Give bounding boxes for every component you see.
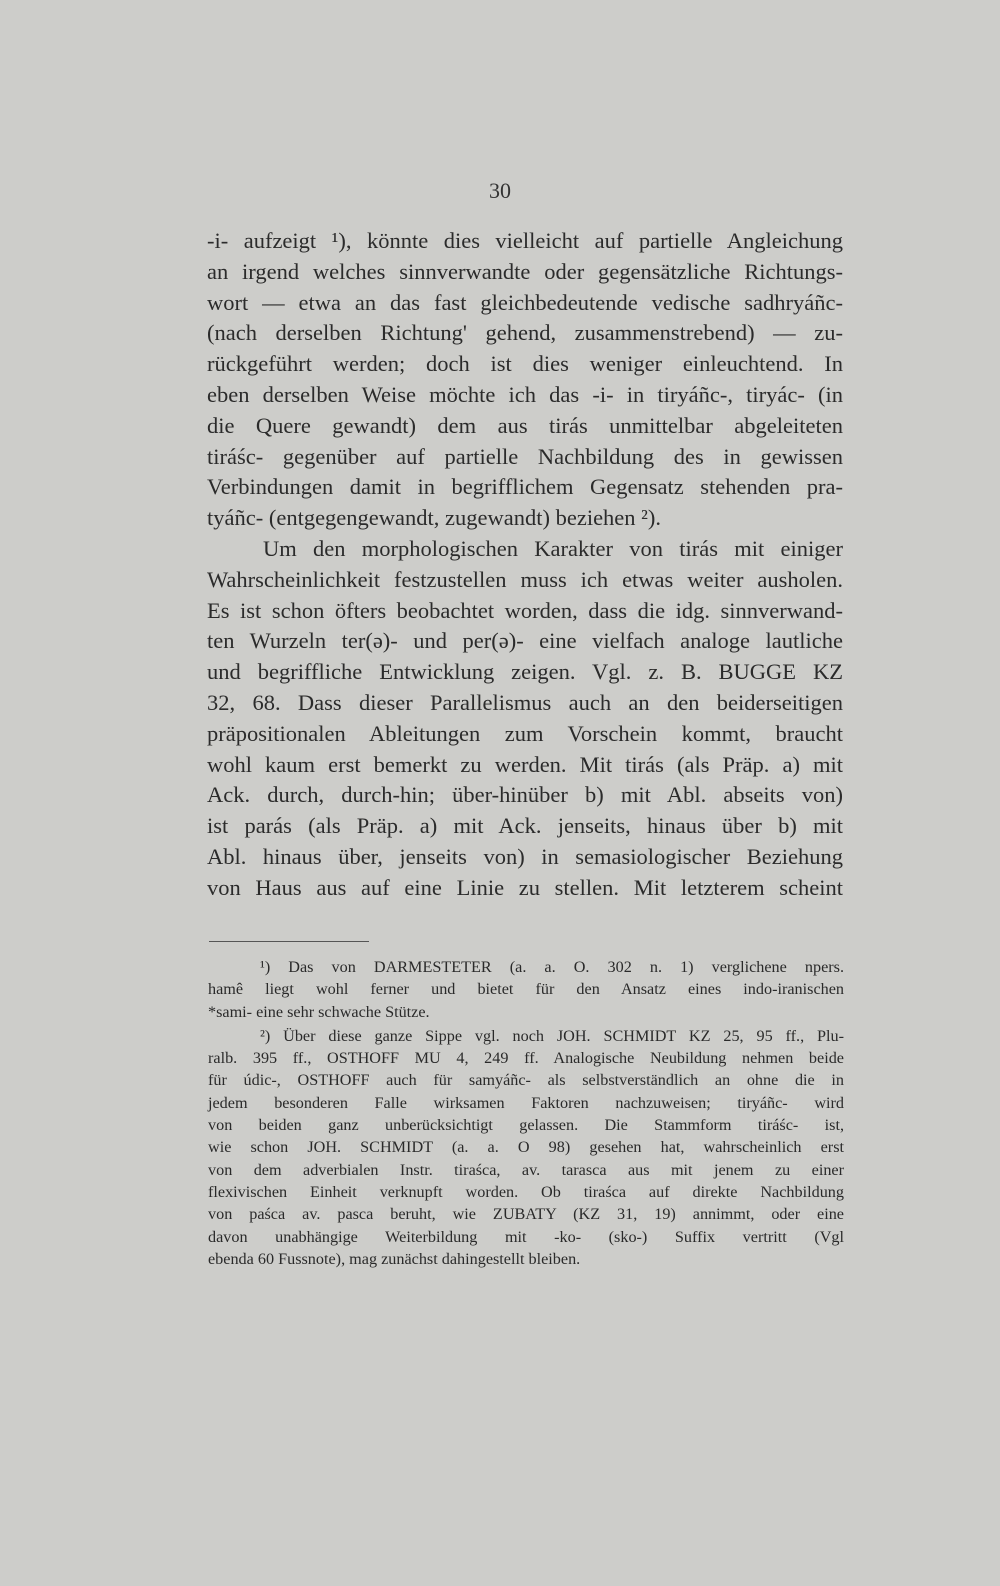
- body-line: rückgeführt werden; doch ist dies weniger einleuchtend. In: [207, 351, 843, 377]
- footnote-line: ²) Über diese ganze Sippe vgl. noch JOH. SCHMIDT KZ 25, 95 ff., Plu-: [260, 1026, 844, 1045]
- footnote-line: von beiden ganz unberücksichtigt gelassen. Die Stammform tiráśc- ist,: [208, 1116, 844, 1135]
- body-line: ten Wurzeln ter(ə)- und per(ə)- eine vielfach analoge lautliche: [207, 628, 843, 654]
- footnote-rule: [209, 941, 369, 942]
- body-line: Um den morphologischen Karakter von tirás mit einiger: [263, 535, 843, 561]
- body-text: [207, 226, 843, 904]
- footnote-line: jedem besonderen Falle wirksamen Faktoren nachzuweisen; tiryáñc- wird: [208, 1093, 844, 1112]
- footnotes: [208, 956, 844, 1270]
- body-line: wort — etwa an das fast gleichbedeutende vedische sadhryáñc-: [207, 289, 843, 315]
- body-line: tiráśc- gegenüber auf partielle Nachbildung des in gewissen: [207, 443, 843, 469]
- footnote-line: für údic-, OSTHOFF auch für samyáñc- als selbstverständlich an ohne die in: [208, 1071, 844, 1090]
- footnote-line: wie schon JOH. SCHMIDT (a. a. O 98) gesehen hat, wahrscheinlich erst: [208, 1138, 844, 1157]
- body-line: präpositionalen Ableitungen zum Vorschein kommt, braucht: [207, 720, 843, 746]
- body-line: tyáñc- (entgegengewandt, zugewandt) beziehen ²).: [207, 505, 662, 531]
- body-line: (nach derselben Richtung' gehend, zusammenstrebend) — zu-: [207, 320, 843, 346]
- footnote-line: davon unabhängige Weiterbildung mit -ko- (sko-) Suffix vertritt (Vgl: [208, 1227, 844, 1246]
- body-line: Verbindungen damit in begrifflichem Gegensatz stehenden pra-: [207, 474, 843, 500]
- body-line: -i- aufzeigt ¹), könnte dies vielleicht auf partielle Angleichung: [207, 228, 843, 253]
- body-line: an irgend welches sinnverwandte oder gegensätzliche Richtungs-: [207, 258, 843, 284]
- footnote-line: flexivischen Einheit verknupft worden. Ob tiraśca auf direkte Nachbildung: [208, 1182, 844, 1201]
- body-line: Es ist schon öfters beobachtet worden, dass die idg. sinnverwand-: [207, 597, 843, 623]
- footnote-line: *sami- eine sehr schwache Stütze.: [208, 1002, 430, 1021]
- body-line: Wahrscheinlichkeit festzustellen muss ich etwas weiter ausholen.: [207, 566, 843, 592]
- footnote-line: hamê liegt wohl ferner und bietet für den Ansatz eines indo-iranischen: [208, 980, 844, 999]
- body-line: Ack. durch, durch-hin; über-hinüber b) mit Abl. abseits von): [207, 782, 843, 808]
- footnote-line: ebenda 60 Fussnote), mag zunächst dahingestellt bleiben.: [208, 1249, 581, 1268]
- body-line: Abl. hinaus über, jenseits von) in semasiologischer Beziehung: [207, 843, 843, 869]
- body-line: eben derselben Weise möchte ich das -i- in tiryáñc-, tiryác- (in: [207, 381, 843, 407]
- footnote-line: von dem adverbialen Instr. tiraśca, av. tarasca aus mit jenem zu einer: [208, 1160, 844, 1179]
- footnote-line: ralb. 395 ff., OSTHOFF MU 4, 249 ff. Analogische Neubildung nehmen beide: [208, 1049, 844, 1068]
- body-line: wohl kaum erst bemerkt zu werden. Mit tirás (als Präp. a) mit: [207, 751, 843, 777]
- body-line: von Haus aus auf eine Linie zu stellen. Mit letzterem scheint: [207, 874, 843, 900]
- body-line: ist parás (als Präp. a) mit Ack. jenseits, hinaus über b) mit: [207, 813, 843, 839]
- body-line: und begriffliche Entwicklung zeigen. Vgl. z. B. BUGGE KZ: [207, 659, 843, 685]
- footnote-line: von paśca av. pasca beruht, wie ZUBATY (KZ 31, 19) annimmt, oder eine: [208, 1205, 844, 1224]
- footnote-line: ¹) Das von DARMESTETER (a. a. O. 302 n. 1) verglichene npers.: [260, 958, 844, 976]
- body-line: die Quere gewandt) dem aus tirás unmittelbar abgeleiteten: [207, 412, 843, 438]
- body-line: 32, 68. Dass dieser Parallelismus auch an den beiderseitigen: [207, 689, 843, 715]
- page-number: 30: [489, 178, 511, 203]
